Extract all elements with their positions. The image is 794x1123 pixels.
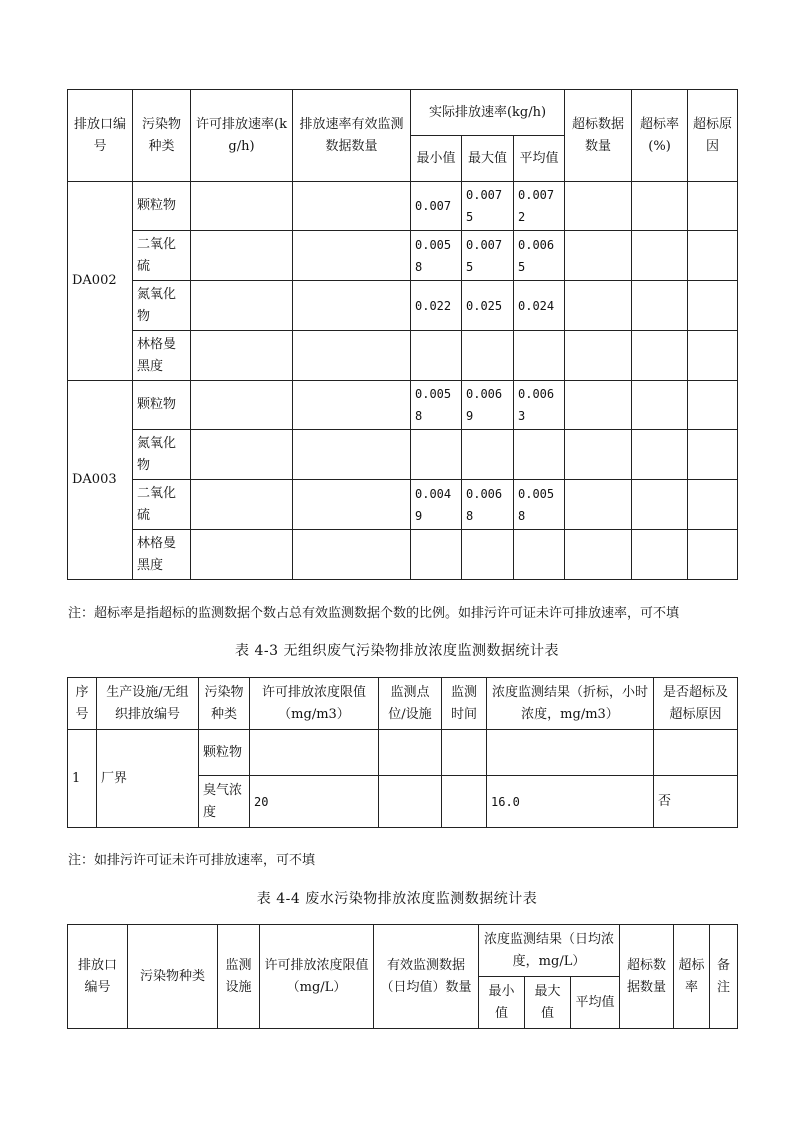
exceed-count-cell	[565, 430, 632, 480]
min-value: 0.022	[411, 281, 462, 331]
header-facility: 监测设施	[218, 925, 260, 1029]
header-outlet: 排放口编号	[68, 90, 133, 182]
header-permit-limit: 许可排放浓度限值（mg/m3）	[250, 678, 379, 730]
avg-value: 0.0072	[514, 182, 565, 231]
exceed-count-cell	[565, 480, 632, 530]
table-row	[68, 231, 738, 281]
permit-limit-value	[250, 730, 379, 776]
pollutant-name: 颗粒物	[133, 182, 191, 231]
exceed-value: 否	[654, 776, 738, 828]
header-valid-count: 排放速率有效监测数据数量	[293, 90, 411, 182]
avg-value: 0.0058	[514, 480, 565, 530]
header-exceed-count: 超标数据数量	[620, 925, 674, 1029]
exceed-value	[654, 730, 738, 776]
outlet-id: DA002	[68, 182, 133, 381]
max-value: 0.0068	[462, 480, 514, 530]
header-avg: 平均值	[514, 136, 565, 182]
fugitive-emission-table	[67, 677, 738, 828]
seq-number: 1	[68, 730, 97, 828]
header-min: 最小值	[479, 977, 525, 1029]
permit-rate-cell	[191, 231, 293, 281]
exceed-reason-cell	[688, 281, 738, 331]
header-point: 监测点位/设施	[379, 678, 442, 730]
valid-count-cell	[293, 182, 411, 231]
table-row	[68, 182, 738, 231]
header-max: 最大值	[525, 977, 571, 1029]
max-value: 0.0075	[462, 231, 514, 281]
exceed-count-cell	[565, 331, 632, 381]
header-exceed-reason: 超标原因	[688, 90, 738, 182]
permit-limit-value: 20	[250, 776, 379, 828]
avg-value	[514, 530, 565, 580]
exceed-count-cell	[565, 182, 632, 231]
min-value: 0.007	[411, 182, 462, 231]
min-value: 0.0049	[411, 480, 462, 530]
exceed-count-cell	[565, 231, 632, 281]
valid-count-cell	[293, 430, 411, 480]
pollutant-name: 二氧化硫	[133, 231, 191, 281]
outlet-id: DA003	[68, 381, 133, 580]
exceed-count-cell	[565, 530, 632, 580]
header-exceed-count: 超标数据数量	[565, 90, 632, 182]
table-note: 注：超标率是指超标的监测数据个数占总有效监测数据个数的比例。如排污许可证未许可排放速率，可不填	[68, 606, 680, 621]
header-time: 监测时间	[442, 678, 487, 730]
avg-value: 0.0063	[514, 381, 565, 430]
permit-rate-cell	[191, 530, 293, 580]
facility-name: 厂界	[97, 730, 199, 828]
header-actual-rate: 实际排放速率(kg/h)	[411, 90, 565, 136]
header-pollutant: 污染物种类	[133, 90, 191, 182]
emission-rate-table	[67, 89, 738, 580]
pollutant-name: 林格曼黑度	[133, 530, 191, 580]
min-value	[411, 430, 462, 480]
exceed-reason-cell	[688, 480, 738, 530]
valid-count-cell	[293, 231, 411, 281]
exceed-reason-cell	[688, 231, 738, 281]
min-value: 0.0058	[411, 381, 462, 430]
point-cell	[379, 730, 442, 776]
max-value	[462, 331, 514, 381]
header-avg: 平均值	[571, 977, 620, 1029]
header-result: 浓度监测结果（日均浓度，mg/L）	[479, 925, 620, 977]
header-valid-count: 有效监测数据（日均值）数量	[374, 925, 479, 1029]
header-outlet: 排放口编号	[68, 925, 128, 1029]
pollutant-name: 氮氧化物	[133, 430, 191, 480]
valid-count-cell	[293, 381, 411, 430]
table-row	[68, 331, 738, 381]
exceed-rate-cell	[632, 480, 688, 530]
exceed-reason-cell	[688, 430, 738, 480]
permit-rate-cell	[191, 182, 293, 231]
result-value	[487, 730, 654, 776]
time-cell	[442, 730, 487, 776]
table-row	[68, 281, 738, 331]
max-value: 0.025	[462, 281, 514, 331]
valid-count-cell	[293, 530, 411, 580]
valid-count-cell	[293, 480, 411, 530]
header-facility: 生产设施/无组织排放编号	[97, 678, 199, 730]
header-permit-limit: 许可排放浓度限值（mg/L）	[260, 925, 374, 1029]
exceed-rate-cell	[632, 381, 688, 430]
valid-count-cell	[293, 281, 411, 331]
header-pollutant: 污染物种类	[128, 925, 218, 1029]
exceed-rate-cell	[632, 530, 688, 580]
table-row	[68, 530, 738, 580]
time-cell	[442, 776, 487, 828]
permit-rate-cell	[191, 480, 293, 530]
avg-value: 0.0065	[514, 231, 565, 281]
valid-count-cell	[293, 331, 411, 381]
header-exceed-rate: 超标率	[674, 925, 710, 1029]
min-value	[411, 530, 462, 580]
table-row	[68, 480, 738, 530]
exceed-rate-cell	[632, 231, 688, 281]
permit-rate-cell	[191, 430, 293, 480]
header-permit-rate: 许可排放速率(kg/h)	[191, 90, 293, 182]
header-pollutant: 污染物种类	[199, 678, 250, 730]
exceed-reason-cell	[688, 530, 738, 580]
max-value: 0.0075	[462, 182, 514, 231]
exceed-count-cell	[565, 281, 632, 331]
min-value: 0.0058	[411, 231, 462, 281]
avg-value	[514, 430, 565, 480]
max-value: 0.0069	[462, 381, 514, 430]
exceed-rate-cell	[632, 182, 688, 231]
point-cell	[379, 776, 442, 828]
avg-value	[514, 331, 565, 381]
table-row	[68, 381, 738, 430]
header-min: 最小值	[411, 136, 462, 182]
table-row	[68, 430, 738, 480]
table-caption: 表 4-3 无组织废气污染物排放浓度监测数据统计表	[235, 643, 559, 659]
exceed-rate-cell	[632, 331, 688, 381]
exceed-reason-cell	[688, 182, 738, 231]
min-value	[411, 331, 462, 381]
exceed-rate-cell	[632, 281, 688, 331]
permit-rate-cell	[191, 331, 293, 381]
pollutant-name: 林格曼黑度	[133, 331, 191, 381]
header-seq: 序号	[68, 678, 97, 730]
pollutant-name: 臭气浓度	[199, 776, 250, 828]
permit-rate-cell	[191, 281, 293, 331]
header-remark: 备注	[710, 925, 738, 1029]
header-result: 浓度监测结果（折标，小时浓度，mg/m3）	[487, 678, 654, 730]
table-row	[68, 730, 738, 776]
exceed-count-cell	[565, 381, 632, 430]
header-exceed-rate: 超标率(%)	[632, 90, 688, 182]
pollutant-name: 氮氧化物	[133, 281, 191, 331]
permit-rate-cell	[191, 381, 293, 430]
wastewater-table	[67, 924, 738, 1029]
table-caption: 表 4-4 废水污染物排放浓度监测数据统计表	[256, 891, 538, 907]
max-value	[462, 530, 514, 580]
exceed-reason-cell	[688, 331, 738, 381]
avg-value: 0.024	[514, 281, 565, 331]
header-max: 最大值	[462, 136, 514, 182]
result-value: 16.0	[487, 776, 654, 828]
pollutant-name: 二氧化硫	[133, 480, 191, 530]
pollutant-name: 颗粒物	[199, 730, 250, 776]
pollutant-name: 颗粒物	[133, 381, 191, 430]
max-value	[462, 430, 514, 480]
table-note: 注：如排污许可证未许可排放速率，可不填	[68, 853, 316, 868]
exceed-reason-cell	[688, 381, 738, 430]
header-exceed: 是否超标及超标原因	[654, 678, 738, 730]
exceed-rate-cell	[632, 430, 688, 480]
